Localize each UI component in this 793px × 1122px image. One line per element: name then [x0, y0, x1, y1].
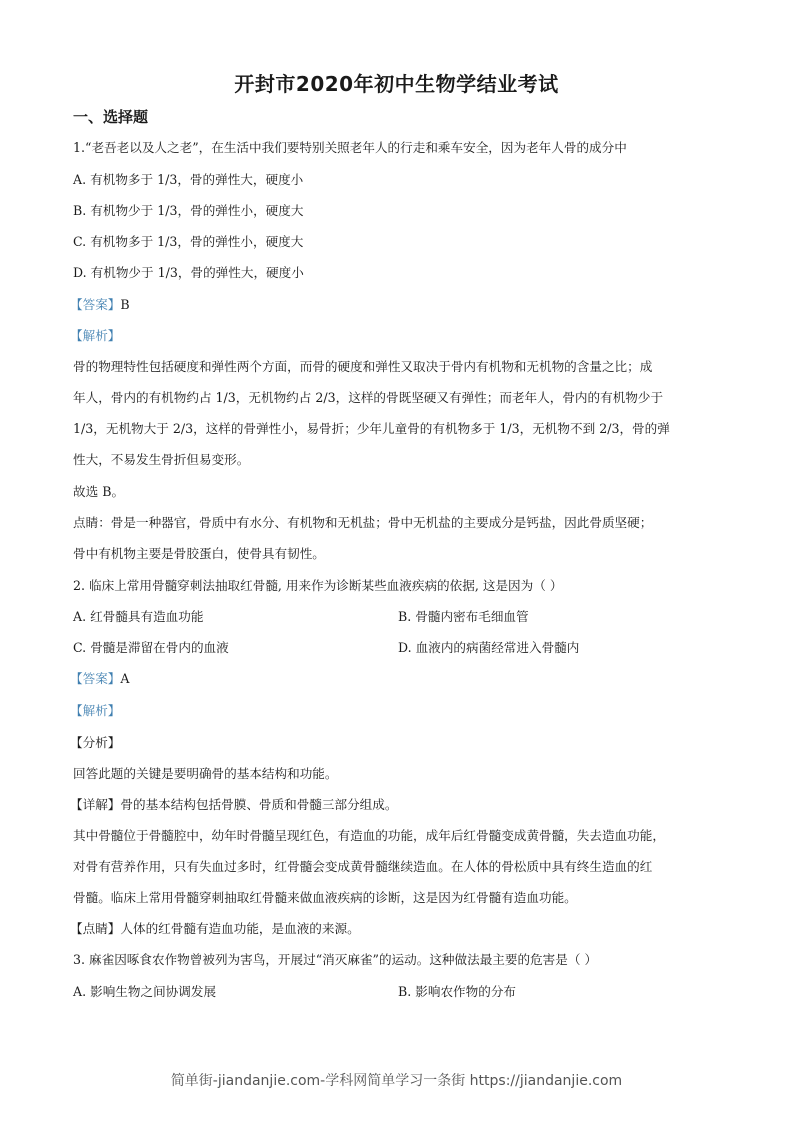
- question-1-analysis-line: 1/3，无机物大于 2/3，这样的骨弹性小，易骨折；少年儿童骨的有机物多于 1/3，无机物不到 2/3，骨的弹: [73, 421, 670, 436]
- question-1-answer: [70, 296, 130, 314]
- question-2-analysis-label: 【解析】: [70, 703, 121, 718]
- answer-label: 【答案】: [70, 297, 121, 312]
- question-1-analysis-label: 【解析】: [70, 328, 121, 343]
- answer-value: A: [120, 671, 130, 686]
- question-2-detail-line: 对骨有营养作用，只有失血过多时，红骨髓会变成黄骨髓继续造血。在人体的骨松质中具有终生造血的红: [73, 859, 653, 874]
- question-1-option-a: A. 有机物多于 1/3，骨的弹性大，硬度小: [73, 172, 304, 187]
- section-heading: 一、选择题: [73, 108, 149, 126]
- question-2-detail-line: 其中骨髓位于骨髓腔中，幼年时骨髓呈现红色，有造血的功能，成年后红骨髓变成黄骨髓，失去造血功能，: [73, 828, 665, 843]
- question-1-analysis-line: 骨的物理特性包括硬度和弹性两个方面，而骨的硬度和弹性又取决于骨内有机物和无机物的含量之比；成: [73, 359, 653, 374]
- question-1-stem: 1.“老吾老以及人之老”，在生活中我们要特别关照老年人的行走和乘车安全，因为老年人骨的成分中: [73, 140, 627, 155]
- question-2-fenxi-label: 【分析】: [70, 735, 121, 750]
- answer-label: 【答案】: [70, 671, 121, 686]
- question-3-option-b: B. 影响农作物的分布: [398, 984, 517, 999]
- question-1-option-d: D. 有机物少于 1/3，骨的弹性大，硬度小: [73, 265, 304, 280]
- question-1-tip-line: 骨中有机物主要是骨胶蛋白，使骨具有韧性。: [73, 546, 325, 561]
- question-1-option-b: B. 有机物少于 1/3，骨的弹性小，硬度大: [73, 203, 304, 218]
- answer-value: B: [120, 297, 130, 312]
- question-1-conclusion: 故选 B。: [73, 484, 125, 499]
- question-1-analysis-line: 年人，骨内的有机物约占 1/3，无机物约占 2/3，这样的骨既坚硬又有弹性；而老年人，骨内的有机物少于: [73, 390, 664, 405]
- question-3-stem: 3. 麻雀因啄食农作物曾被列为害鸟，开展过“消灭麻雀”的运动。这种做法最主要的危害是（ ）: [73, 952, 598, 967]
- question-2-option-a: A. 红骨髓具有造血功能: [73, 609, 204, 624]
- question-2-fenxi-text: 回答此题的关键是要明确骨的基本结构和功能。: [73, 766, 338, 781]
- question-2-option-c: C. 骨髓是滞留在骨内的血液: [73, 640, 229, 655]
- question-2-option-d: D. 血液内的病菌经常进入骨髓内: [398, 640, 580, 655]
- footer-watermark: 简单街-jiandanjie.com-学科网简单学习一条街 https://jiandanjie.com: [170, 1073, 623, 1089]
- question-1-tip-line: 点睛：骨是一种器官，骨质中有水分、有机物和无机盐；骨中无机盐的主要成分是钙盐，因此骨质坚硬；: [73, 515, 653, 530]
- document-title: 开封市2020年初中生物学结业考试: [234, 72, 559, 96]
- question-2-answer: [70, 670, 129, 688]
- question-2-tip: 【点睛】人体的红骨髓有造血功能，是血液的来源。: [70, 921, 360, 936]
- question-1-option-c: C. 有机物多于 1/3，骨的弹性小，硬度大: [73, 234, 304, 249]
- question-2-option-b: B. 骨髓内密布毛细血管: [398, 609, 529, 624]
- question-2-detail-line: 骨髓。临床上常用骨髓穿刺抽取红骨髓来做血液疾病的诊断，这是因为红骨髓有造血功能。: [73, 890, 577, 905]
- question-1-analysis-line: 性大，不易发生骨折但易变形。: [73, 452, 250, 467]
- question-2-detail: 【详解】骨的基本结构包括骨膜、骨质和骨髓三部分组成。: [70, 797, 398, 812]
- question-2-stem: 2. 临床上常用骨髓穿刺法抽取红骨髓, 用来作为诊断某些血液疾病的依据, 这是因为（ ）: [73, 578, 563, 593]
- question-3-option-a: A. 影响生物之间协调发展: [73, 984, 217, 999]
